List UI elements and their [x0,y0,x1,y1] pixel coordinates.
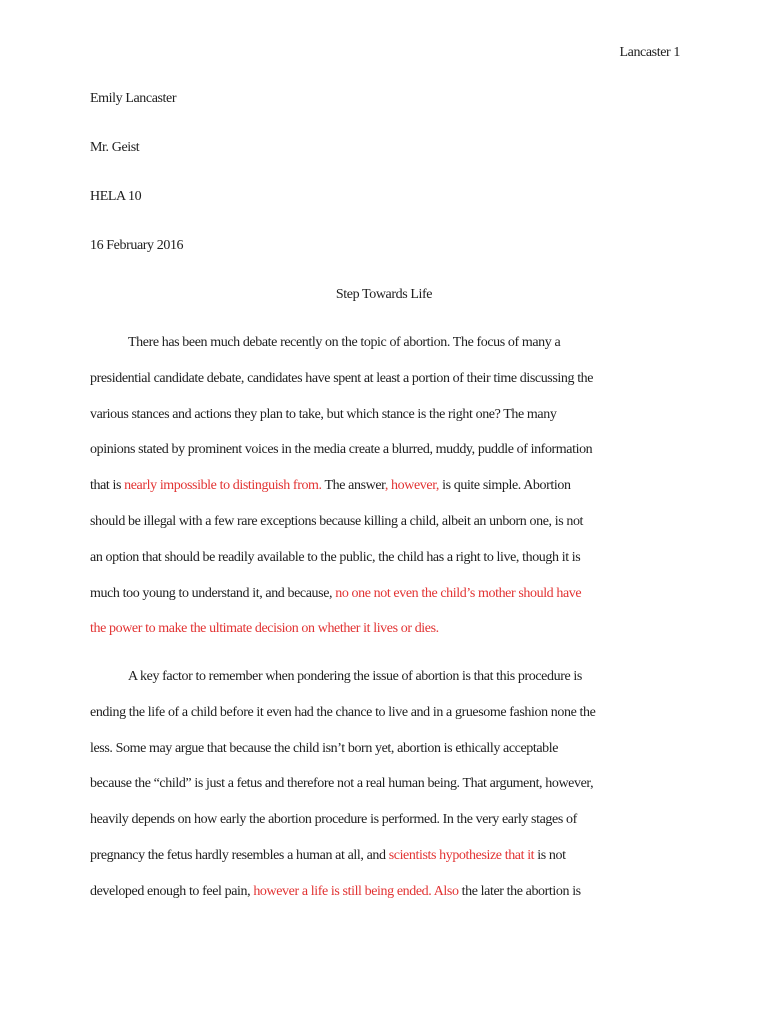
text-line [90,802,768,838]
text-line [90,468,768,504]
text-line [90,540,768,576]
revised-text-segment: , however, [384,478,439,494]
mla-heading-block [90,75,680,271]
text-line [90,397,768,433]
revised-text-segment: the power to make the ultimate decision on whether it lives or dies. [90,621,439,637]
text-segment: because the “child” is just a fetus and therefore not a real human being. That argument, however, [90,776,594,792]
text-segment: opinions stated by prominent voices in the media create a blurred, muddy, puddle of information [90,442,593,458]
text-segment: the later the abortion is [458,883,581,899]
text-line [90,695,768,731]
essay-paragraph-1 [90,325,768,647]
essay-title: Step Towards Life [335,287,433,302]
text-line [90,766,768,802]
text-segment: an option that should be readily available to the public, the child has a right to live, though it is [90,549,581,565]
text-segment: various stances and actions they plan to take, but which stance is the right one? The many [90,406,557,422]
revised-text-segment: nearly impossible to distinguish from. [124,478,322,494]
revised-text-segment: however a life is still being ended. Also [253,883,459,899]
text-line [90,173,680,222]
text-segment: heavily depends on how early the abortion procedure is performed. In the very early stages of [90,812,577,828]
revised-text-segment: no one not even the child’s mother should have [335,585,582,601]
text-line [90,124,680,173]
text-segment: should be illegal with a few rare exceptions because killing a child, albeit an unborn one, is not [90,513,584,529]
running-header-page-number: Lancaster 1 [619,45,680,60]
text-segment: less. Some may argue that because the child isn’t born yet, abortion is ethically acceptable [90,740,559,756]
text-line [90,325,768,361]
text-segment: The answer [321,478,385,494]
text-segment: 16 February 2016 [90,237,184,253]
text-segment: is quite simple. Abortion [439,478,571,494]
revised-text-segment: scientists hypothesize that it [388,847,535,863]
text-segment: presidential candidate debate, candidates have spent at least a portion of their time discussing the [90,370,594,386]
text-line [90,659,768,695]
text-line [90,361,768,397]
text-line [90,731,768,767]
text-line [90,838,768,874]
text-line [90,432,768,468]
text-line [90,576,768,612]
text-segment: developed enough to feel pain, [90,883,254,899]
text-line [90,222,680,271]
text-segment: is not [534,847,566,863]
essay-paragraph-2 [90,659,768,910]
text-line [90,504,768,540]
text-segment: Mr. Geist [90,139,140,155]
text-segment: A key factor to remember when pondering the issue of abortion is that this procedure is [128,669,582,684]
text-segment: that is [90,478,125,494]
text-line [90,874,768,910]
text-segment: There has been much debate recently on the topic of abortion. The focus of many a [128,335,561,350]
text-line [90,75,680,124]
text-segment: ending the life of a child before it even had the chance to live and in a gruesome fashion none the [90,704,596,720]
text-segment: HELA 10 [90,188,142,204]
text-segment: pregnancy the fetus hardly resembles a human at all, and [90,847,389,863]
text-segment: Emily Lancaster [90,91,177,106]
text-segment: much too young to understand it, and because, [90,585,336,601]
text-line [90,611,768,647]
